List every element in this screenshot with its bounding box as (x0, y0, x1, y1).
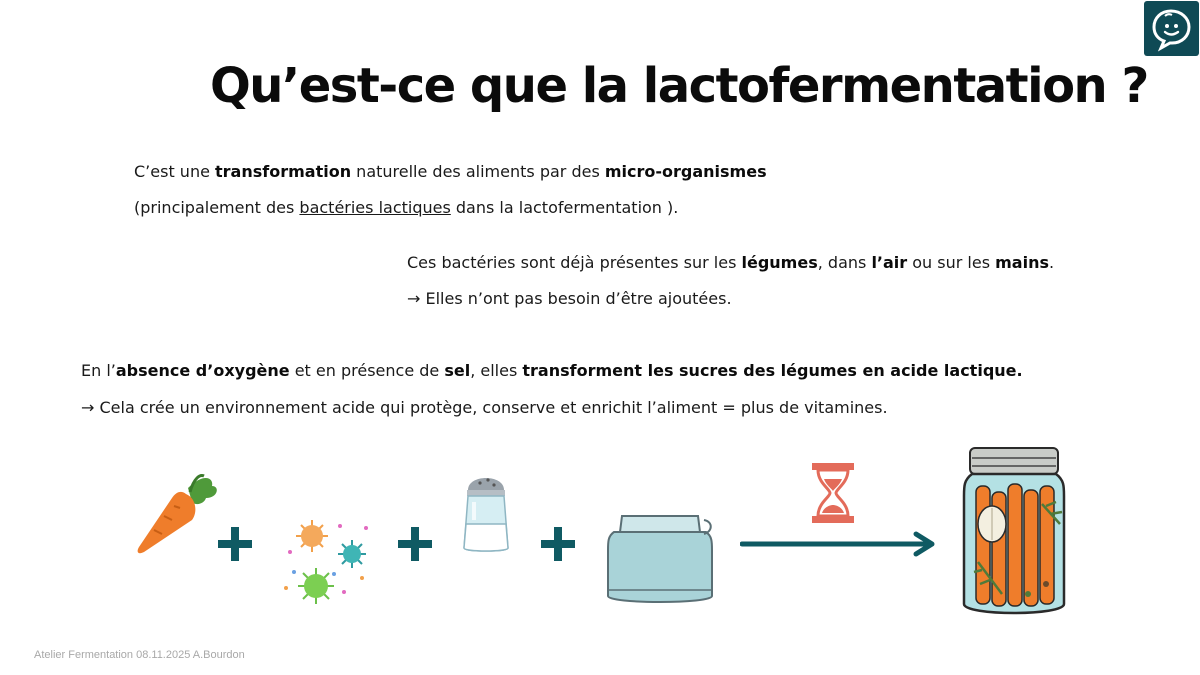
process-line: En l’absence d’oxygène et en présence de sel, elles transforment les sucres des légumes en acide lactique. (81, 361, 1023, 380)
footer-credit: Atelier Fermentation 08.11.2025 A.Bourdon (34, 649, 245, 661)
intro-line-2: (principalement des bactéries lactiques dans la lactofermentation ). (134, 198, 679, 217)
result-line: → Cela crée un environnement acide qui protège, conserve et enrichit l’aliment = plus de vitamines. (81, 398, 888, 417)
carrot-icon (134, 468, 220, 558)
bacteria-presence-line: Ces bactéries sont déjà présentes sur les légumes, dans l’air ou sur les mains. (407, 253, 1055, 272)
page-title: Qu’est-ce que la lactofermentation ? (210, 58, 1148, 114)
intro-line-1: C’est une transformation naturelle des aliments par des micro-organismes (134, 162, 767, 181)
pickled-jar-icon (962, 444, 1066, 620)
plus-icon (396, 525, 434, 563)
jar-icon (604, 510, 716, 608)
plus-icon (539, 525, 577, 563)
chat-logo-icon (1144, 1, 1199, 56)
bacteria-note-line: → Elles n’ont pas besoin d’être ajoutées. (407, 289, 732, 308)
bacteria-icon (282, 512, 374, 608)
plus-icon (216, 525, 254, 563)
bacteries-lactiques-link[interactable]: bactéries lactiques (299, 198, 451, 217)
hourglass-icon (810, 461, 856, 525)
arrow-right-icon (740, 530, 940, 558)
salt-shaker-icon (458, 468, 514, 554)
